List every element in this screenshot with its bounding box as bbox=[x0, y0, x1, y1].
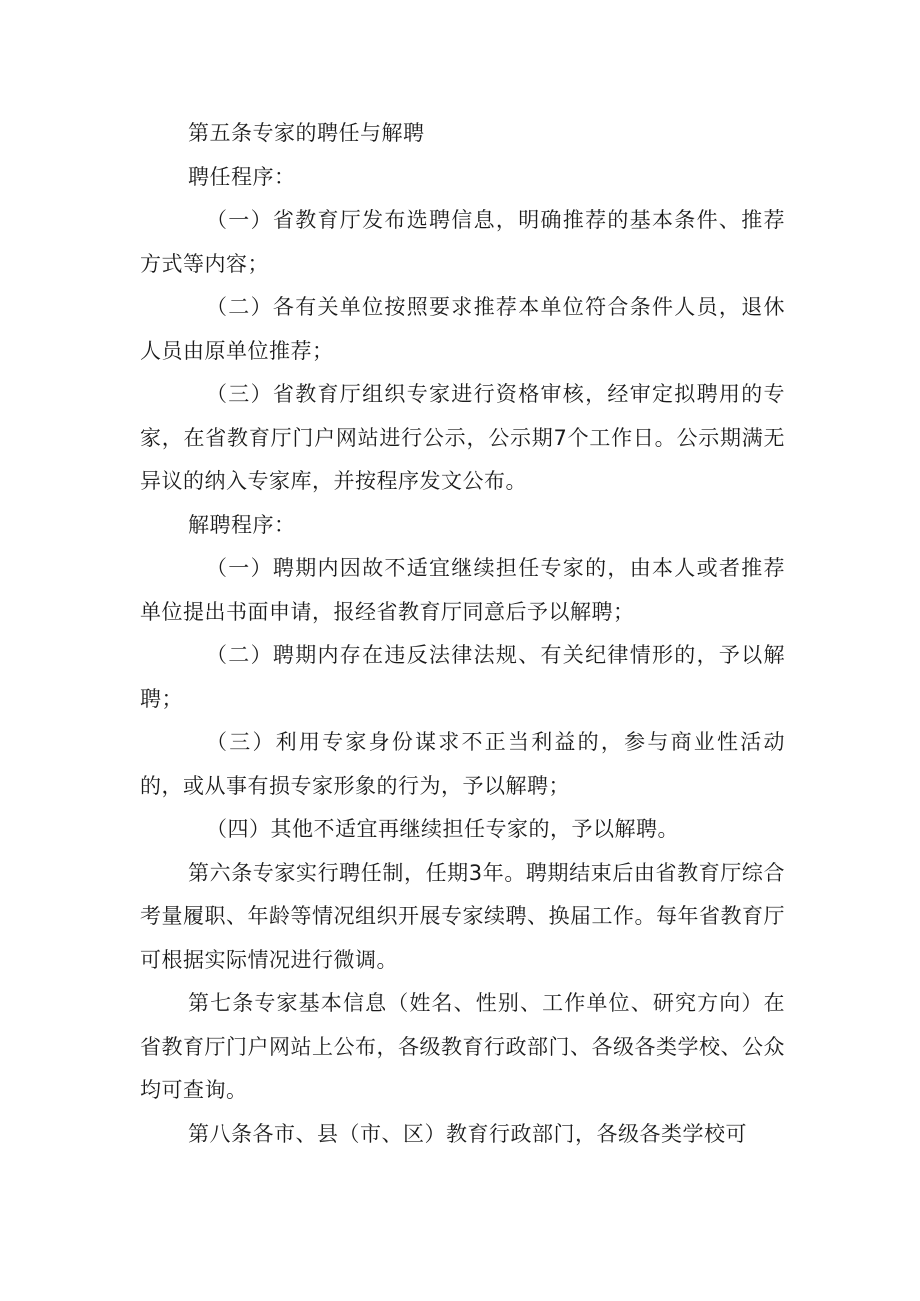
appointment-procedure-label: 聘任程序： bbox=[188, 164, 296, 189]
dismissal-step-3: （三）利用专家身份谋求不正当利益的，参与商业性活动的，或从事有损专家形象的行为，予以解聘； bbox=[140, 730, 785, 798]
article-5-heading: 第五条专家的聘任与解聘 bbox=[188, 121, 425, 145]
article-6: 第六条专家实行聘任制，任期3年。聘期结束后由省教育厅综合考量履职、年龄等情况组织开展专家续聘、换届工作。每年省教育厅可根据实际情况进行微调。 bbox=[140, 860, 785, 972]
dismissal-procedure-label: 解聘程序： bbox=[188, 512, 296, 537]
appointment-step-3: （三）省教育厅组织专家进行资格审核，经审定拟聘用的专家，在省教育厅门户网站进行公示，公示期7个工作日。公示期满无异议的纳入专家库，并按程序发文公布。 bbox=[140, 382, 785, 493]
appointment-step-1: （一）省教育厅发布选聘信息，明确推荐的基本条件、推荐方式等内容； bbox=[140, 208, 785, 276]
dismissal-step-1: （一）聘期内因故不适宜继续担任专家的，由本人或者推荐单位提出书面申请，报经省教育厅同意后予以解聘； bbox=[140, 556, 785, 624]
dismissal-step-4: （四）其他不适宜再继续担任专家的，予以解聘。 bbox=[206, 817, 679, 841]
article-7: 第七条专家基本信息（姓名、性别、工作单位、研究方向）在省教育厅门户网站上公布，各级教育行政部门、各级各类学校、公众均可查询。 bbox=[140, 991, 785, 1102]
document-body bbox=[140, 112, 785, 1156]
dismissal-step-2: （二）聘期内存在违反法律法规、有关纪律情形的，予以解聘； bbox=[140, 643, 785, 711]
appointment-step-2: （二）各有关单位按照要求推荐本单位符合条件人员，退休人员由原单位推荐； bbox=[140, 295, 785, 363]
article-8: 第八条各市、县（市、区）教育行政部门，各级各类学校可 bbox=[188, 1121, 747, 1146]
